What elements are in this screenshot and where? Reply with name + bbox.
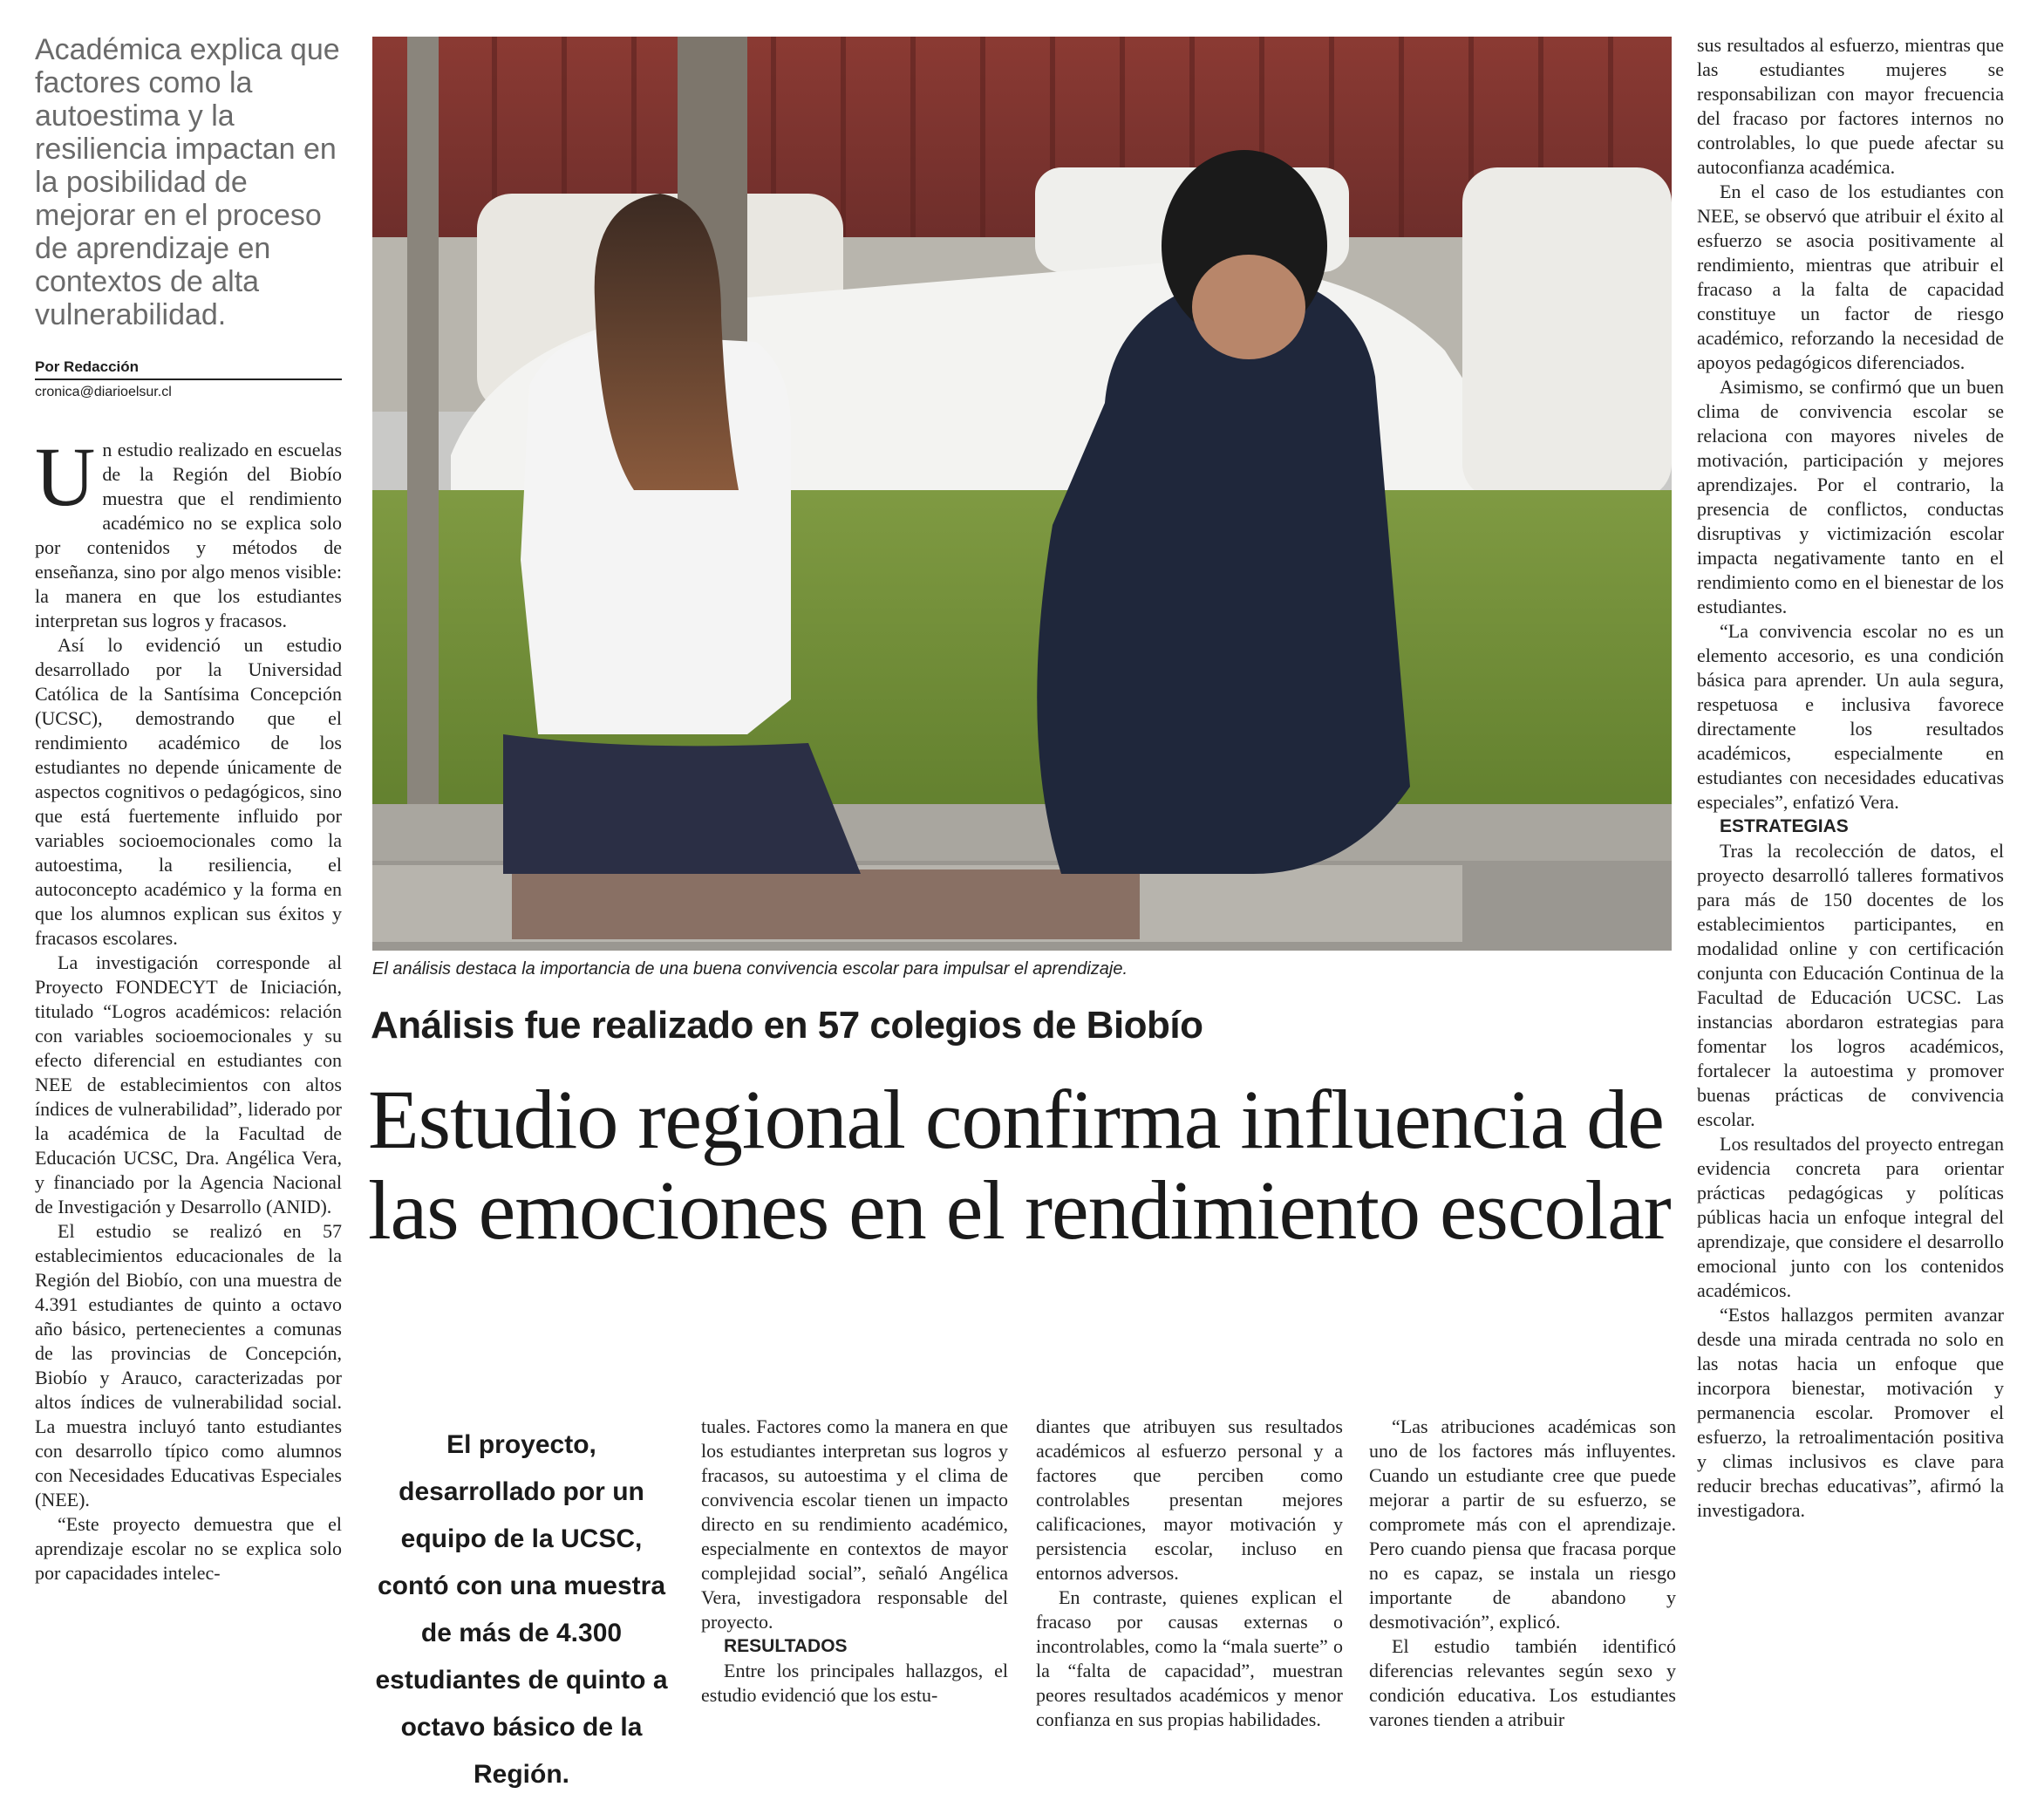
body-paragraph: sus resultados al esfuerzo, mientras que las estudiantes mujeres se responsabilizan con mayor frecuencia del fracaso por factores internos no controlables, lo que puede afectar su autoconfianza académica. <box>1697 34 2004 178</box>
byline <box>35 358 342 402</box>
author-email: cronica@diarioelsur.cl <box>35 385 172 399</box>
kicker: Análisis fue realizado en 57 colegios de Biobío <box>371 1004 1203 1047</box>
body-paragraph: “Este proyecto demuestra que el aprendizaje escolar no se explica solo por capacidades intelec- <box>35 1513 342 1584</box>
body-paragraph: Así lo evidenció un estudio desarrollado por la Universidad Católica de la Santísima Concepción (UCSC), demostrando que el rendimiento académico de los estudiantes no depende únicamente de aspectos cognitivos o pedagógicos, sino que está fuertemente influido por variables socioemocionales como la autoestima, la resiliencia, el autoconcepto académico y la forma en que los alumnos explican sus éxitos y fracasos escolares. <box>35 634 342 949</box>
author-name: Por Redacción <box>35 358 342 380</box>
headline: Estudio regional confirma influencia de las emociones en el rendimiento escolar <box>368 1073 1671 1257</box>
body-column-3 <box>1036 1415 1343 1732</box>
body-column-2 <box>701 1415 1008 1708</box>
article-deck: Académica explica que factores como la autoestima y la resiliencia impactan en la posibilidad de mejorar en el proceso de aprendizaje en contextos de alta vulnerabilidad. <box>35 33 340 331</box>
article-photo <box>372 37 1672 951</box>
section-subhead: RESULTADOS <box>724 1636 848 1656</box>
body-paragraph: “La convivencia escolar no es un elemento accesorio, es una condición básica para aprender. Un aula segura, respetuosa e inclusiva favorece directamente los resultados académicos, especialmente en estudiantes con necesidades educativas especiales”, enfatizó Vera. <box>1697 620 2004 813</box>
body-paragraph: Los resultados del proyecto entregan evidencia concreta para orientar prácticas pedagógicas y políticas públicas hacia un enfoque integral del aprendizaje, que considere el desarrollo emocional junto con los contenidos académicos. <box>1697 1133 2004 1301</box>
body-paragraph: La investigación corresponde al Proyecto FONDECYT de Iniciación, titulado “Logros académicos: relación con variables socioemocionales y su efecto diferencial en estudiantes con NEE de establecimientos con altos índices de vulnerabilidad”, liderado por la académica de la Facultad de Educación UCSC, Dra. Angélica Vera, y financiado por la Agencia Nacional de Investigación y Desarrollo (ANID). <box>35 951 342 1217</box>
body-paragraph: diantes que atribuyen sus resultados académicos al esfuerzo personal y a factores que perciben como controlables presentan mejores calificaciones, mayor motivación y persistencia escolar, incluso en entornos adversos. <box>1036 1415 1343 1584</box>
body-column-5 <box>1697 33 2004 1523</box>
body-paragraph: El estudio se realizó en 57 establecimientos educacionales de la Región del Biobío, con una muestra de 4.391 estudiantes de quinto a octavo año básico, pertenecientes a comunas de las provincias de Concepción, Biobío y Arauco, caracterizadas por altos índices de vulnerabilidad social. La muestra incluyó tanto estudiantes con desarrollo típico como alumnos con Necesidades Educativas Especiales (NEE). <box>35 1220 342 1511</box>
body-paragraph: En el caso de los estudiantes con NEE, se observó que atribuir el éxito al esfuerzo se asocia positivamente al rendimiento, mientras que atribuir el fracaso a la falta de capacidad constituye un factor de riesgo académico, reforzando la necesidad de apoyos pedagógicos diferenciados. <box>1697 181 2004 373</box>
body-paragraph: “Estos hallazgos permiten avanzar desde una mirada centrada no solo en las notas hacia un enfoque que incorpora bienestar, motivación y permanencia escolar. Promover el esfuerzo, la retroalimentación positiva y climas inclusivos es clave para reducir brechas educativas”, afirmó la investigadora. <box>1697 1304 2004 1521</box>
body-paragraph: Un estudio realizado en escuelas de la Región del Biobío muestra que el rendimiento académico no se explica solo por contenidos y métodos de enseñanza, sino por algo menos visible: la manera en que los estudiantes interpretan sus logros y fracasos. <box>35 430 342 631</box>
body-paragraph: “Las atribuciones académicas son uno de los factores más influyentes. Cuando un estudiante cree que puede mejorar a partir de su esfuerzo, se compromete más con el aprendizaje. Pero cuando piensa que fracasa porque no es capaz, se instala un riesgo importante de abandono y desmotivación”, explicó. <box>1369 1415 1676 1633</box>
body-paragraph: Entre los principales hallazgos, el estudio evidenció que los estu- <box>701 1660 1008 1706</box>
pull-quote: El proyecto, desarrollado por un equipo de la UCSC, contó con una muestra de más de 4.300 estudiantes de quinto a octavo básico de la Región. <box>375 1430 668 1789</box>
body-paragraph: Asimismo, se confirmó que un buen clima de convivencia escolar se relaciona con mayores niveles de motivación, participación y mejores aprendizajes. Por el contrario, la presencia de conflictos, conductas disruptivas y victimización escolar impacta negativamente tanto en el rendimiento como en el bienestar de los estudiantes. <box>1697 376 2004 617</box>
photo-caption: El análisis destaca la importancia de una buena convivencia escolar para impulsar el aprendizaje. <box>372 959 1128 979</box>
body-column-1 <box>35 430 342 1586</box>
body-column-4 <box>1369 1415 1676 1732</box>
body-paragraph: El estudio también identificó diferencias relevantes según sexo y condición educativa. Los estudiantes varones tienden a atribuir <box>1369 1635 1676 1730</box>
body-paragraph: Tras la recolección de datos, el proyecto desarrolló talleres formativos para más de 150 docentes de los establecimientos participantes, en modalidad online y con certificación conjunta con Educación Continua de la Facultad de Educación UCSC. Las instancias abordaron estrategias para fomentar los logros académicos, fortalecer la autoestima y promover buenas prácticas de convivencia escolar. <box>1697 840 2004 1130</box>
body-paragraph: tuales. Factores como la manera en que los estudiantes interpretan sus logros y fracasos, su autoestima y el clima de convivencia escolar tienen un impacto directo en su rendimiento académico, especialmente en contextos de mayor complejidad social”, señaló Angélica Vera, investigadora responsable del proyecto. <box>701 1415 1008 1633</box>
section-subhead: ESTRATEGIAS <box>1720 816 1849 836</box>
drop-cap: U <box>35 430 96 523</box>
body-paragraph: En contraste, quienes explican el fracaso por causas externas o incontrolables, como la “mala suerte” o la “falta de capacidad”, muestran peores resultados académicos y menor confianza en sus propias habilidades. <box>1036 1586 1343 1730</box>
